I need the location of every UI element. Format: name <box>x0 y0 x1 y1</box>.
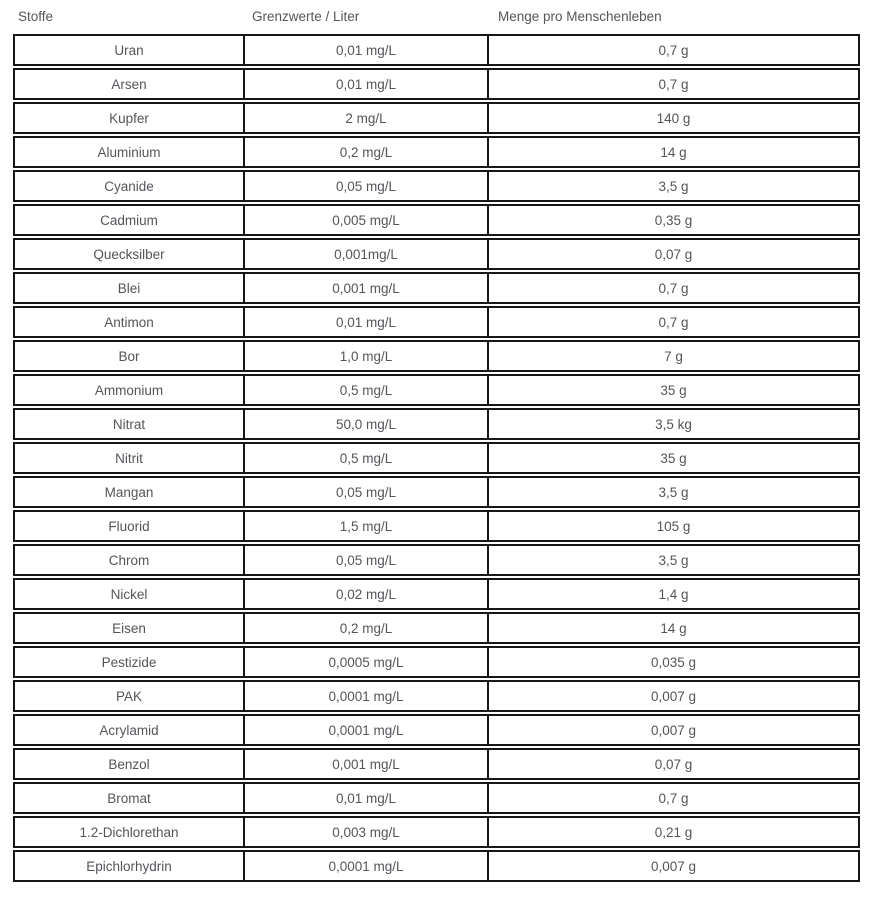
cell-limit: 2 mg/L <box>245 104 489 132</box>
cell-substance: 1.2-Dichlorethan <box>15 818 245 846</box>
cell-amount: 14 g <box>660 144 687 160</box>
table-row <box>13 408 860 440</box>
table-row <box>13 782 860 814</box>
cell-amount: 0,07 g <box>654 756 693 772</box>
cell-substance: Pestizide <box>15 648 245 676</box>
cell-limit: 0,0005 mg/L <box>245 648 489 676</box>
cell-substance: Cadmium <box>15 206 245 234</box>
cell-limit: 0,2 mg/L <box>245 614 489 642</box>
table-row <box>13 204 860 236</box>
cell-amount: 14 g <box>660 620 687 636</box>
cell-amount: 0,7 g <box>658 42 689 58</box>
table-row <box>13 646 860 678</box>
cell-limit: 0,01 mg/L <box>245 308 489 336</box>
table-row <box>13 102 860 134</box>
table-row <box>13 442 860 474</box>
cell-substance: Mangan <box>15 478 245 506</box>
table-row <box>13 578 860 610</box>
header-grenzwerte: Grenzwerte / Liter <box>252 9 360 24</box>
cell-substance: Ammonium <box>15 376 245 404</box>
cell-limit: 0,5 mg/L <box>245 444 489 472</box>
cell-substance: Uran <box>15 36 245 64</box>
cell-limit: 0,01 mg/L <box>245 784 489 812</box>
cell-amount: 3,5 g <box>658 178 689 194</box>
table-row <box>13 340 860 372</box>
cell-limit: 1,5 mg/L <box>245 512 489 540</box>
cell-amount: 0,035 g <box>650 654 697 670</box>
table-row <box>13 136 860 168</box>
table-row <box>13 306 860 338</box>
table-row <box>13 34 860 66</box>
cell-amount: 0,7 g <box>658 790 689 806</box>
cell-amount: 140 g <box>656 110 691 126</box>
cell-substance: Nickel <box>15 580 245 608</box>
cell-amount: 3,5 g <box>658 484 689 500</box>
table-row <box>13 850 860 882</box>
cell-amount: 0,21 g <box>654 824 693 840</box>
cell-limit: 0,01 mg/L <box>245 36 489 64</box>
table-row <box>13 170 860 202</box>
cell-amount: 35 g <box>660 382 687 398</box>
cell-substance: Benzol <box>15 750 245 778</box>
cell-amount: 3,5 g <box>658 552 689 568</box>
cell-substance: Kupfer <box>15 104 245 132</box>
cell-amount: 0,7 g <box>658 280 689 296</box>
table-row <box>13 544 860 576</box>
table-row <box>13 238 860 270</box>
cell-amount: 35 g <box>660 450 687 466</box>
cell-amount: 1,4 g <box>658 586 689 602</box>
cell-amount: 0,7 g <box>658 314 689 330</box>
cell-limit: 0,0001 mg/L <box>245 852 489 880</box>
cell-limit: 50,0 mg/L <box>245 410 489 438</box>
cell-limit: 0,001mg/L <box>245 240 489 268</box>
cell-limit: 0,0001 mg/L <box>245 716 489 744</box>
cell-substance: Bor <box>15 342 245 370</box>
cell-substance: Cyanide <box>15 172 245 200</box>
cell-substance: Aluminium <box>15 138 245 166</box>
header-stoffe: Stoffe <box>18 9 54 24</box>
table-header <box>0 0 872 25</box>
cell-limit: 0,05 mg/L <box>245 172 489 200</box>
cell-substance: Arsen <box>15 70 245 98</box>
table-row <box>13 510 860 542</box>
table-row <box>13 272 860 304</box>
table-row <box>13 374 860 406</box>
table-row <box>13 714 860 746</box>
table-row <box>13 816 860 848</box>
cell-substance: Quecksilber <box>15 240 245 268</box>
cell-substance: Eisen <box>15 614 245 642</box>
cell-amount: 0,35 g <box>654 212 693 228</box>
cell-substance: Nitrat <box>15 410 245 438</box>
table-row <box>13 748 860 780</box>
cell-amount: 3,5 kg <box>655 416 692 432</box>
table-row <box>13 68 860 100</box>
cell-substance: PAK <box>15 682 245 710</box>
substance-table <box>13 34 860 882</box>
cell-limit: 0,001 mg/L <box>245 750 489 778</box>
cell-limit: 0,5 mg/L <box>245 376 489 404</box>
cell-amount: 0,7 g <box>658 76 689 92</box>
cell-limit: 0,05 mg/L <box>245 478 489 506</box>
cell-substance: Chrom <box>15 546 245 574</box>
cell-substance: Epichlorhydrin <box>15 852 245 880</box>
table-row <box>13 680 860 712</box>
cell-amount: 0,007 g <box>650 858 697 874</box>
table-row <box>13 612 860 644</box>
cell-limit: 1,0 mg/L <box>245 342 489 370</box>
cell-amount: 0,07 g <box>654 246 693 262</box>
cell-substance: Blei <box>15 274 245 302</box>
cell-substance: Nitrit <box>15 444 245 472</box>
cell-amount: 0,007 g <box>650 688 697 704</box>
cell-amount: 0,007 g <box>650 722 697 738</box>
header-menge: Menge pro Menschenleben <box>498 9 662 24</box>
cell-limit: 0,2 mg/L <box>245 138 489 166</box>
cell-limit: 0,003 mg/L <box>245 818 489 846</box>
cell-limit: 0,05 mg/L <box>245 546 489 574</box>
cell-amount: 7 g <box>664 348 683 364</box>
cell-substance: Acrylamid <box>15 716 245 744</box>
cell-substance: Fluorid <box>15 512 245 540</box>
cell-limit: 0,02 mg/L <box>245 580 489 608</box>
cell-amount: 105 g <box>656 518 691 534</box>
cell-substance: Bromat <box>15 784 245 812</box>
cell-substance: Antimon <box>15 308 245 336</box>
cell-limit: 0,01 mg/L <box>245 70 489 98</box>
cell-limit: 0,0001 mg/L <box>245 682 489 710</box>
table-row <box>13 476 860 508</box>
cell-limit: 0,005 mg/L <box>245 206 489 234</box>
cell-limit: 0,001 mg/L <box>245 274 489 302</box>
